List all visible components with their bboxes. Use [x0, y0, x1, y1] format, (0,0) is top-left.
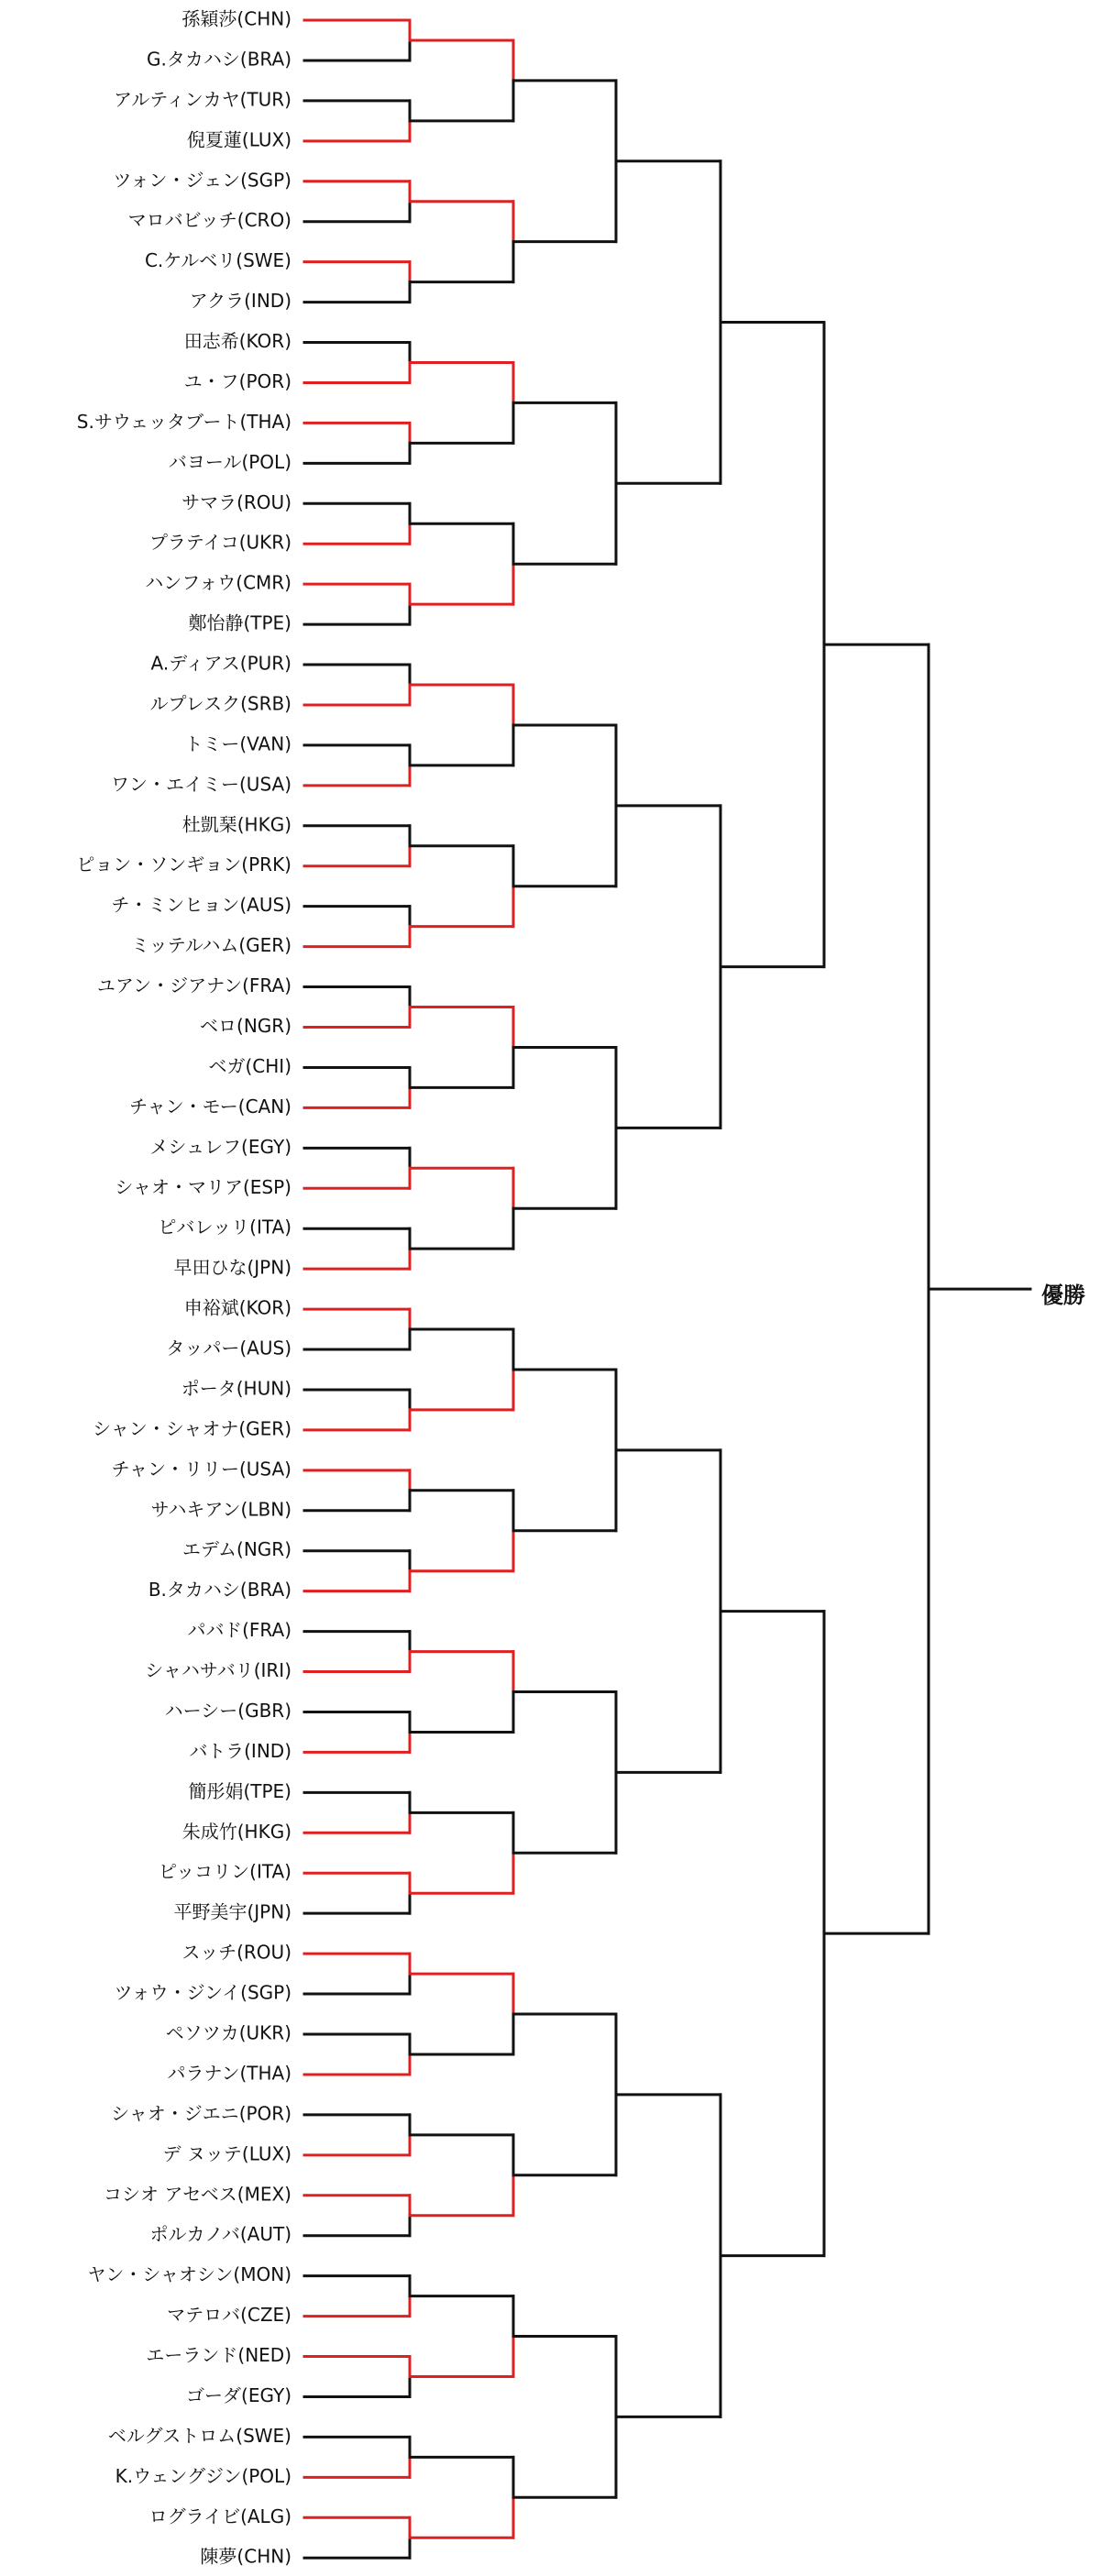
player-name: 孫穎莎(CHN) [182, 7, 292, 30]
player-name: バトラ(IND) [189, 1739, 292, 1762]
player-name: ゴーダ(EGY) [186, 2383, 292, 2406]
player-name: ペソツカ(UKR) [165, 2021, 292, 2044]
player-name: パバド(FRA) [187, 1619, 292, 1642]
player-name: K.ウェングジン(POL) [115, 2464, 292, 2487]
player-name: デ ヌッテ(LUX) [162, 2142, 292, 2165]
player-name: ユ・フ(POR) [183, 369, 292, 392]
player-name: ハーシー(GBR) [164, 1699, 292, 1722]
player-name: 平野美宇(JPN) [173, 1900, 292, 1923]
player-name: チャン・リリー(USA) [111, 1458, 292, 1481]
player-name: ポータ(HUN) [181, 1377, 292, 1400]
player-name: 陳夢(CHN) [200, 2545, 292, 2568]
player-name: S.サウェッタブート(THA) [76, 410, 292, 433]
player-name: タッパー(AUS) [166, 1337, 292, 1360]
player-name: チャン・モー(CAN) [129, 1095, 292, 1117]
player-name: パラナン(THA) [167, 2062, 292, 2085]
player-name: ピバレッリ(ITA) [158, 1216, 292, 1238]
player-name: ポルカノバ(AUT) [149, 2223, 292, 2246]
player-name: スッチ(ROU) [182, 1941, 292, 1964]
player-name: ヤン・シャオシン(MON) [87, 2263, 292, 2286]
player-name: バヨール(POL) [168, 450, 292, 473]
player-name: 杜凱琹(HKG) [182, 813, 292, 836]
player-names [76, 8, 292, 2568]
player-name: サハキアン(LBN) [150, 1498, 292, 1521]
player-name: ベガ(CHI) [208, 1054, 292, 1077]
player-name: ベルグストロム(SWE) [107, 2424, 292, 2447]
player-name: ルプレスク(SRB) [149, 692, 292, 715]
player-name: C.ケルベリ(SWE) [144, 249, 292, 272]
player-name: ツォウ・ジンイ(SGP) [114, 1981, 292, 2004]
player-name: 倪夏蓮(LUX) [186, 128, 292, 151]
player-name: マテロバ(CZE) [167, 2304, 292, 2327]
player-name: 申裕斌(KOR) [183, 1296, 292, 1319]
player-name: ピッコリン(ITA) [158, 1860, 292, 1883]
player-name: ツォン・ジェン(SGP) [113, 169, 292, 192]
player-name: ベロ(NGR) [200, 1015, 292, 1037]
player-name: 朱成竹(HKG) [182, 1820, 292, 1843]
player-name: 早田ひな(JPN) [173, 1256, 292, 1279]
player-name: ワン・エイミー(USA) [111, 773, 292, 796]
player-name: ユアン・ジアナン(FRA) [96, 974, 292, 997]
player-name: チ・ミンヒョン(AUS) [111, 894, 292, 917]
player-name: メシュレフ(EGY) [149, 1135, 292, 1158]
player-name: ピョン・ソンギョン(PRK) [76, 853, 292, 876]
player-name: マロバビッチ(CRO) [127, 209, 292, 232]
player-name: エーランド(NED) [146, 2344, 292, 2367]
player-name: シャハサバリ(IRI) [145, 1659, 292, 1682]
player-name: シャオ・ジエニ(POR) [111, 2102, 292, 2125]
player-name: シャン・シャオナ(GER) [93, 1417, 292, 1440]
player-name: B.タカハシ(BRA) [148, 1579, 292, 1602]
player-name: ハンフォウ(CMR) [145, 571, 292, 594]
player-name: G.タカハシ(BRA) [147, 48, 292, 71]
bracket-lines [304, 20, 1030, 2558]
player-name: ミッテルハム(GER) [131, 934, 292, 957]
player-name: アルティンカヤ(TUR) [114, 88, 292, 111]
champion-label: 優勝 [1041, 1282, 1085, 1308]
player-name: A.ディアス(PUR) [150, 652, 292, 675]
player-name: ログライビ(ALG) [148, 2504, 292, 2527]
player-name: 鄭怡静(TPE) [188, 611, 292, 634]
player-name: サマラ(ROU) [182, 490, 292, 513]
player-name: エデム(NGR) [182, 1538, 292, 1561]
player-name: シャオ・マリア(ESP) [115, 1175, 292, 1198]
player-name: プラテイコ(UKR) [148, 531, 292, 554]
player-name: 田志希(KOR) [183, 330, 292, 353]
player-name: コシオ アセベス(MEX) [104, 2183, 292, 2206]
player-name: 簡彤娟(TPE) [188, 1779, 292, 1802]
player-name: アクラ(IND) [189, 290, 292, 313]
player-name: トミー(VAN) [184, 732, 292, 755]
